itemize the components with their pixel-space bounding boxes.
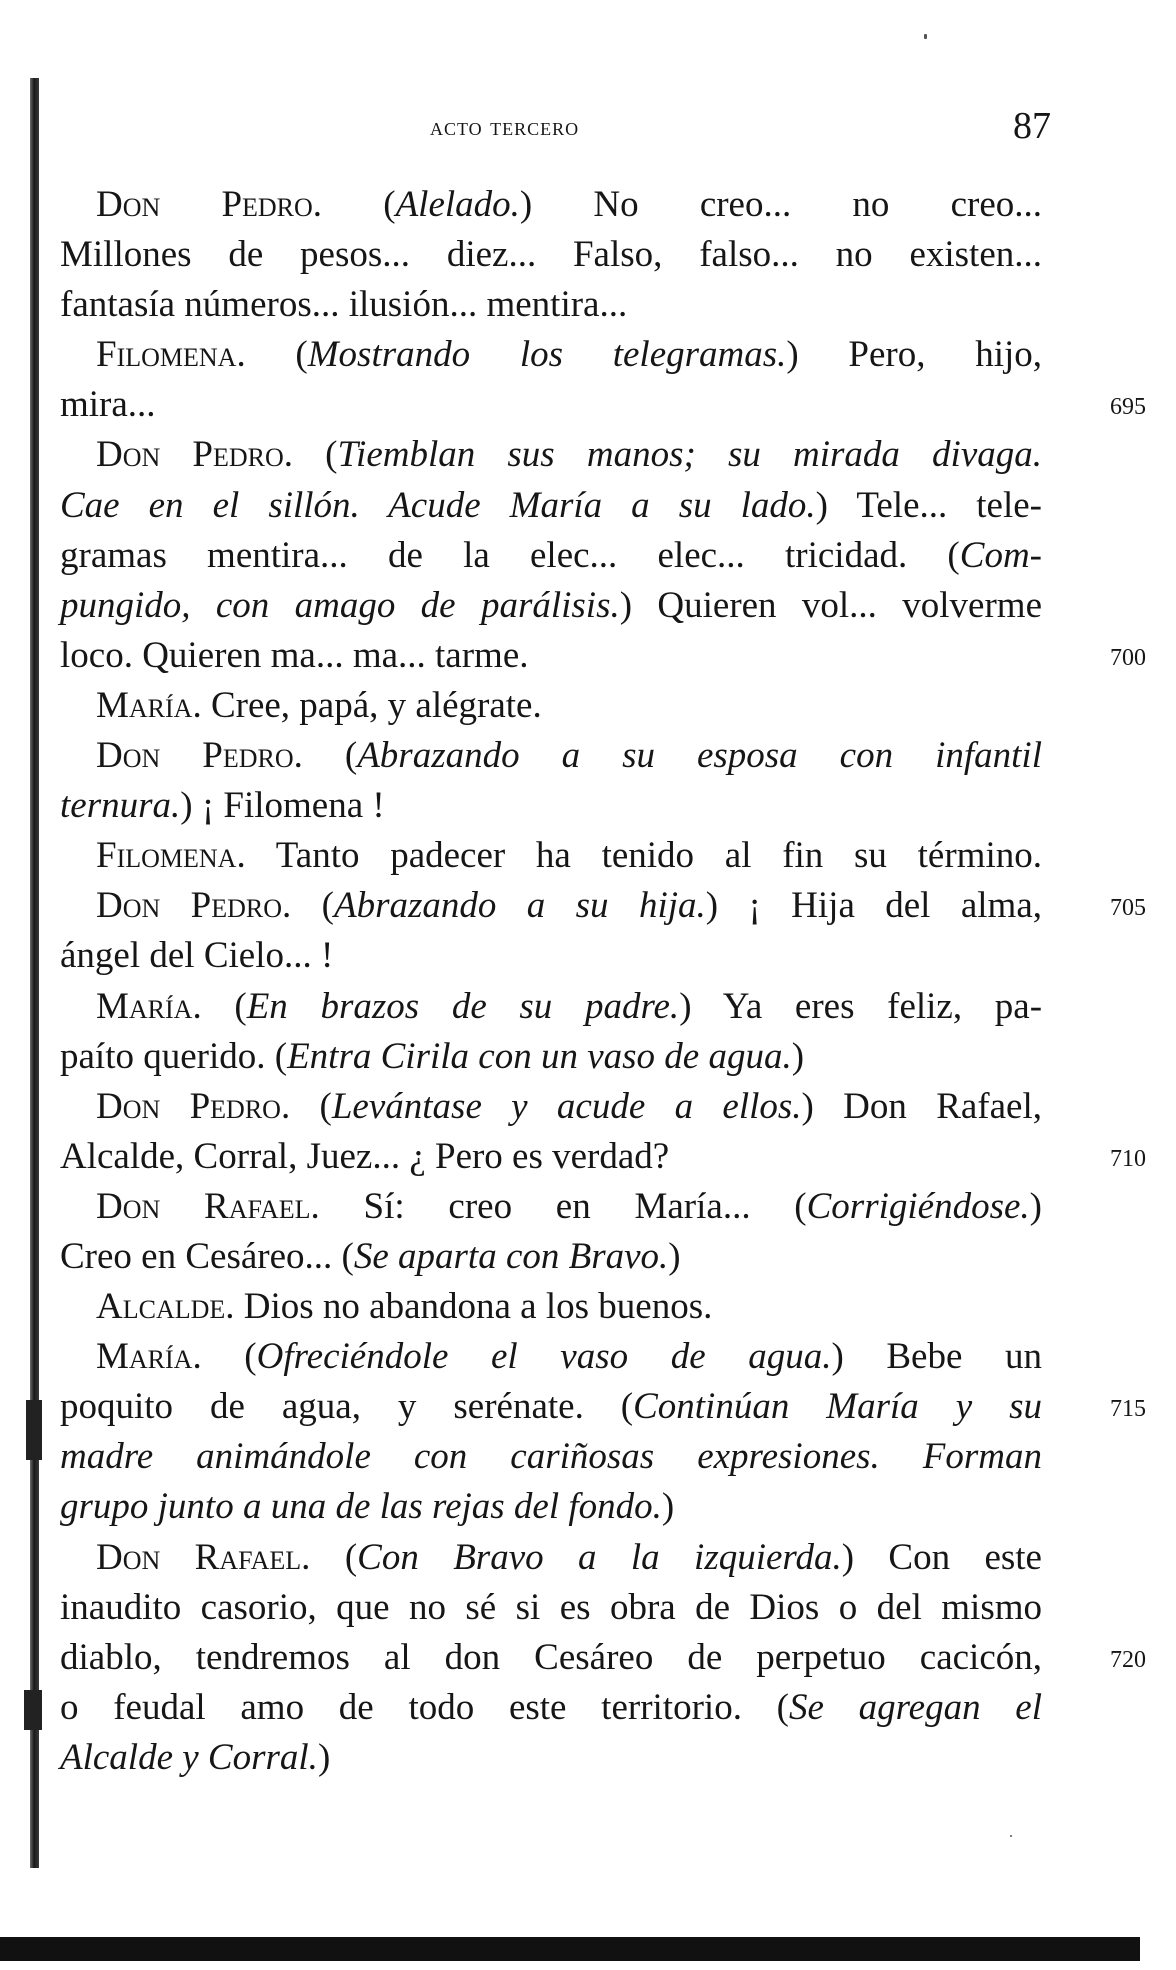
dialogue-text: ): [1029, 1185, 1042, 1227]
dialogue-text: (: [310, 1536, 358, 1578]
text-line: [60, 1683, 1042, 1733]
print-speck: [924, 34, 927, 39]
line-number: 700: [1110, 644, 1146, 671]
text-line: [60, 631, 1146, 681]
stage-direction: madre animándole con cariñosas expresiones. Forman: [60, 1436, 1042, 1478]
dialogue-text: (: [201, 1336, 257, 1378]
dialogue-text: (: [293, 434, 338, 476]
page-binding-edge: [30, 78, 39, 1868]
stage-direction: Levántase y acude a ellos.: [331, 1085, 802, 1127]
stage-direction: ternura.: [60, 785, 181, 827]
stage-direction: Continúan María y su: [633, 1386, 1043, 1428]
dialogue-text: (: [201, 985, 247, 1027]
play-text: [60, 180, 1146, 1783]
text-line: [60, 1432, 1042, 1482]
text-line: [60, 531, 1042, 581]
dialogue-text: paíto querido. (: [60, 1035, 288, 1077]
dialogue-text: o feudal amo de todo este territorio. (: [60, 1686, 789, 1728]
text-line: [60, 1032, 1042, 1082]
speaker-name: Filomena.: [96, 334, 246, 376]
speaker-name: Alcalde.: [96, 1286, 235, 1328]
page-number: 87: [1013, 105, 1051, 147]
speaker-name: María.: [96, 684, 202, 726]
running-head: acto tercero: [430, 112, 580, 141]
binding-mark: [24, 1690, 42, 1730]
text-line: [60, 1583, 1042, 1633]
dialogue-text: Alcalde, Corral, Juez... ¿ Pero es verdad?: [60, 1135, 670, 1177]
speaker-name: Don Rafael.: [96, 1185, 320, 1227]
text-line: [60, 881, 1146, 931]
stage-direction: Alelado.: [395, 184, 520, 225]
dialogue-text: ): [661, 1486, 675, 1528]
dialogue-text: ángel del Cielo... !: [60, 935, 334, 977]
speaker-name: Don Pedro.: [96, 434, 294, 476]
dialogue-text: ) Con este: [841, 1536, 1042, 1578]
dialogue-text: Cree, papá, y alégrate.: [201, 684, 542, 726]
text-line: [60, 1733, 1042, 1783]
dialogue-text: gramas mentira... de la elec... elec... tricidad. (: [60, 534, 960, 576]
dialogue-text: ): [317, 1736, 331, 1778]
speaker-name: Don Pedro.: [96, 885, 292, 927]
text-line: [60, 1633, 1146, 1683]
dialogue-text: (: [302, 735, 358, 777]
text-line: [60, 481, 1042, 531]
dialogue-text: ) Quieren vol... volverme: [619, 584, 1042, 626]
dialogue-text: ) Ya eres feliz, pa-: [679, 985, 1043, 1027]
page-bottom-edge: [0, 1937, 1140, 1961]
dialogue-text: mira...: [60, 384, 156, 426]
text-line: [60, 1232, 1042, 1282]
text-line: [60, 380, 1146, 430]
stage-direction: Abrazando a su esposa con infantil: [357, 735, 1042, 777]
stage-direction: Corrigiéndose.: [806, 1185, 1030, 1227]
text-line: [60, 1082, 1042, 1132]
dialogue-text: poquito de agua, y serénate. (: [60, 1386, 634, 1428]
text-line: [60, 982, 1042, 1032]
text-line: [60, 280, 1042, 330]
text-line: [60, 681, 1042, 731]
dialogue-text: diablo, tendremos al don Cesáreo de perpetuo cacicón,: [60, 1636, 1042, 1678]
text-line: [60, 1182, 1042, 1232]
speaker-name: Don Rafael.: [96, 1536, 311, 1578]
dialogue-text: Creo en Cesáreo... (: [60, 1235, 354, 1277]
dialogue-text: Tanto padecer ha tenido al fin su término.: [245, 835, 1042, 877]
dialogue-text: ) Pero, hijo,: [786, 334, 1042, 376]
stage-direction: En brazos de su padre.: [246, 985, 680, 1027]
speaker-name: Don Pedro.: [96, 184, 323, 225]
text-line: [60, 230, 1042, 280]
text-line: [60, 180, 1042, 230]
dialogue-text: ): [668, 1235, 681, 1277]
dialogue-text: ) No creo... no creo...: [519, 184, 1043, 225]
stage-direction: Com-: [959, 534, 1042, 576]
dialogue-text: ): [791, 1035, 805, 1077]
line-number: 720: [1110, 1646, 1146, 1673]
dialogue-text: ) Tele... tele-: [815, 484, 1043, 526]
dialogue-text: (: [383, 184, 396, 225]
stage-direction: grupo junto a una de las rejas del fondo.: [60, 1486, 662, 1528]
text-line: [60, 1332, 1042, 1382]
stage-direction: Abrazando a su hija.: [333, 885, 706, 927]
stage-direction: Alcalde y Corral.: [60, 1736, 318, 1778]
text-line: [60, 731, 1042, 781]
dialogue-text: ) Don Rafael,: [801, 1085, 1042, 1127]
speaker-name: Don Pedro.: [96, 1085, 291, 1127]
text-line: [60, 581, 1042, 631]
text-line: [60, 1282, 1042, 1332]
text-line: [60, 781, 1042, 831]
text-line: [60, 1533, 1042, 1583]
stage-direction: Mostrando los telegramas.: [307, 334, 787, 376]
print-speck: [1010, 1835, 1012, 1837]
line-number: 710: [1110, 1145, 1146, 1172]
dialogue-text: Millones de pesos... diez... Falso, falso... no existen...: [60, 234, 1042, 276]
speaker-name: María.: [96, 985, 202, 1027]
text-line: [60, 1382, 1146, 1432]
dialogue-text: fantasía números... ilusión... mentira...: [60, 284, 628, 326]
dialogue-text: (: [291, 885, 334, 927]
speaker-name: Don Pedro.: [96, 735, 303, 777]
speaker-name: María.: [96, 1336, 202, 1378]
stage-direction: Entra Cirila con un vaso de agua.: [287, 1035, 792, 1077]
text-line: [60, 1132, 1146, 1182]
text-line: [60, 831, 1042, 881]
stage-direction: Se aparta con Bravo.: [353, 1235, 669, 1277]
dialogue-text: [322, 184, 383, 225]
dialogue-text: loco. Quieren ma... ma... tarme.: [60, 634, 529, 676]
text-line: [60, 430, 1042, 480]
line-number: 695: [1110, 394, 1146, 421]
binding-mark: [26, 1400, 42, 1460]
line-number: 705: [1110, 895, 1146, 922]
dialogue-text: (: [245, 334, 308, 376]
dialogue-text: ) ¡ Hija del alma,: [705, 885, 1042, 927]
line-number: 715: [1110, 1396, 1146, 1423]
dialogue-text: Sí: creo en María... (: [319, 1185, 807, 1227]
dialogue-text: ) ¡ Filomena !: [180, 785, 385, 827]
stage-direction: Con Bravo a la izquierda.: [357, 1536, 842, 1578]
stage-direction: Tiemblan sus manos; su mirada divaga.: [337, 434, 1042, 476]
dialogue-text: ) Bebe un: [831, 1336, 1042, 1378]
stage-direction: pungido, con amago de parálisis.: [60, 584, 620, 626]
stage-direction: Cae en el sillón. Acude María a su lado.: [60, 484, 816, 526]
speaker-name: Filomena.: [96, 835, 246, 877]
text-line: [60, 931, 1042, 981]
text-line: [60, 1482, 1042, 1532]
dialogue-text: Dios no abandona a los buenos.: [234, 1286, 713, 1328]
dialogue-text: (: [290, 1085, 332, 1127]
dialogue-text: inaudito casorio, que no sé si es obra de Dios o del mismo: [60, 1586, 1042, 1628]
stage-direction: Ofreciéndole el vaso de agua.: [256, 1336, 832, 1378]
text-line: [60, 330, 1042, 380]
page-header: [0, 105, 1176, 148]
stage-direction: Se agregan el: [788, 1686, 1042, 1728]
